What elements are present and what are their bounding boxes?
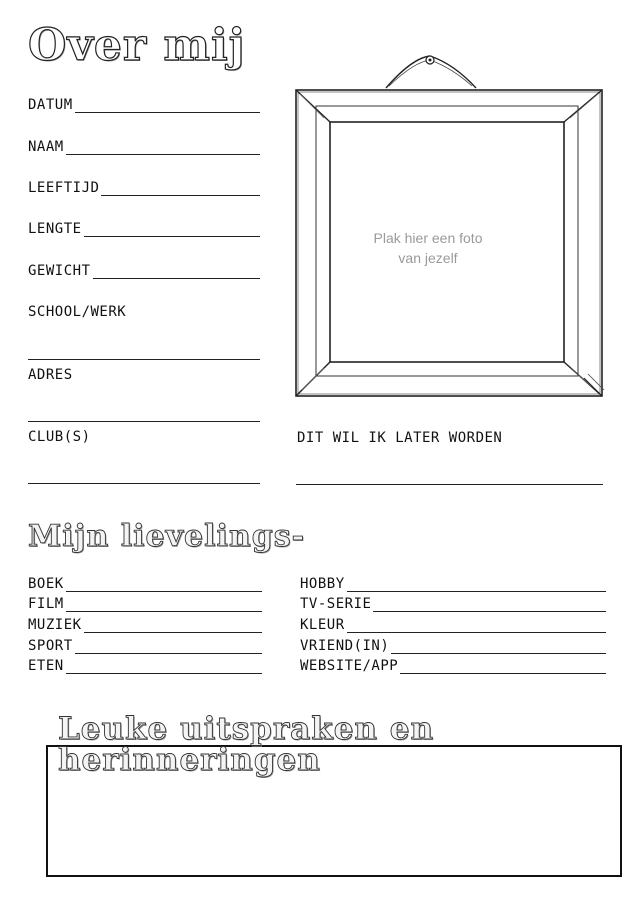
field-line-gewicht[interactable] (93, 277, 260, 279)
adres-line[interactable] (28, 421, 260, 422)
fav-label-eten: ETEN (28, 658, 64, 674)
fav-line-kleur[interactable] (347, 631, 606, 633)
fav-line-vriend[interactable] (391, 652, 606, 654)
fav-hobby[interactable] (300, 577, 606, 592)
school-line[interactable] (28, 359, 260, 360)
field-naam[interactable] (28, 140, 260, 155)
fav-line-eten[interactable] (66, 672, 262, 674)
field-label-gewicht: GEWICHT (28, 263, 91, 279)
later-label: DIT WIL IK LATER WORDEN (297, 430, 503, 446)
field-line-naam[interactable] (66, 153, 260, 155)
field-label-leeftijd: LEEFTIJD (28, 180, 100, 196)
fav-label-sport: SPORT (28, 638, 73, 654)
school-label: SCHOOL/WERK (28, 304, 127, 320)
field-leeftijd[interactable] (28, 181, 260, 196)
fav-boek[interactable] (28, 577, 262, 592)
fav-label-hobby: HOBBY (300, 576, 345, 592)
fav-kleur[interactable] (300, 618, 606, 633)
field-lengte[interactable] (28, 222, 260, 237)
fav-website-app[interactable] (300, 659, 606, 674)
field-line-lengte[interactable] (84, 235, 260, 237)
fav-line-film[interactable] (66, 610, 262, 612)
favorites-title: Mijn lievelings- (28, 519, 306, 554)
photo-frame (294, 48, 606, 400)
field-line-leeftijd[interactable] (101, 194, 260, 196)
adres-label: ADRES (28, 367, 73, 383)
fav-label-tv-serie: TV-SERIE (300, 596, 372, 612)
fav-line-tv-serie[interactable] (373, 610, 606, 612)
photo-placeholder-line2: van jezelf (398, 250, 458, 266)
fav-film[interactable] (28, 597, 262, 612)
field-datum[interactable] (28, 98, 260, 113)
fav-label-kleur: KLEUR (300, 617, 345, 633)
field-label-naam: NAAM (28, 139, 64, 155)
fav-line-website-app[interactable] (400, 672, 606, 674)
fav-label-film: FILM (28, 596, 64, 612)
field-label-datum: DATUM (28, 97, 73, 113)
fav-label-boek: BOEK (28, 576, 64, 592)
clubs-line[interactable] (28, 483, 260, 484)
page-title: Over mij (28, 20, 246, 71)
clubs-label: CLUB(S) (28, 429, 91, 445)
fav-line-hobby[interactable] (347, 590, 606, 592)
field-label-lengte: LENGTE (28, 221, 82, 237)
fav-sport[interactable] (28, 639, 262, 654)
fav-muziek[interactable] (28, 618, 262, 633)
fav-label-muziek: MUZIEK (28, 617, 82, 633)
fav-line-muziek[interactable] (84, 631, 262, 633)
field-gewicht[interactable] (28, 264, 260, 279)
picture-frame-drawing (294, 48, 606, 400)
photo-placeholder[interactable] (332, 228, 524, 268)
fav-line-boek[interactable] (66, 590, 262, 592)
fav-vriend[interactable] (300, 639, 606, 654)
fav-label-vriend: VRIEND(IN) (300, 638, 390, 654)
fav-tv-serie[interactable] (300, 597, 606, 612)
field-line-datum[interactable] (75, 111, 260, 113)
fav-eten[interactable] (28, 659, 262, 674)
fav-line-sport[interactable] (75, 652, 262, 654)
memories-title: Leuke uitspraken en herinneringen (58, 711, 435, 778)
photo-placeholder-line1: Plak hier een foto (373, 230, 483, 246)
later-line[interactable] (296, 484, 603, 485)
fav-label-website-app: WEBSITE/APP (300, 658, 399, 674)
